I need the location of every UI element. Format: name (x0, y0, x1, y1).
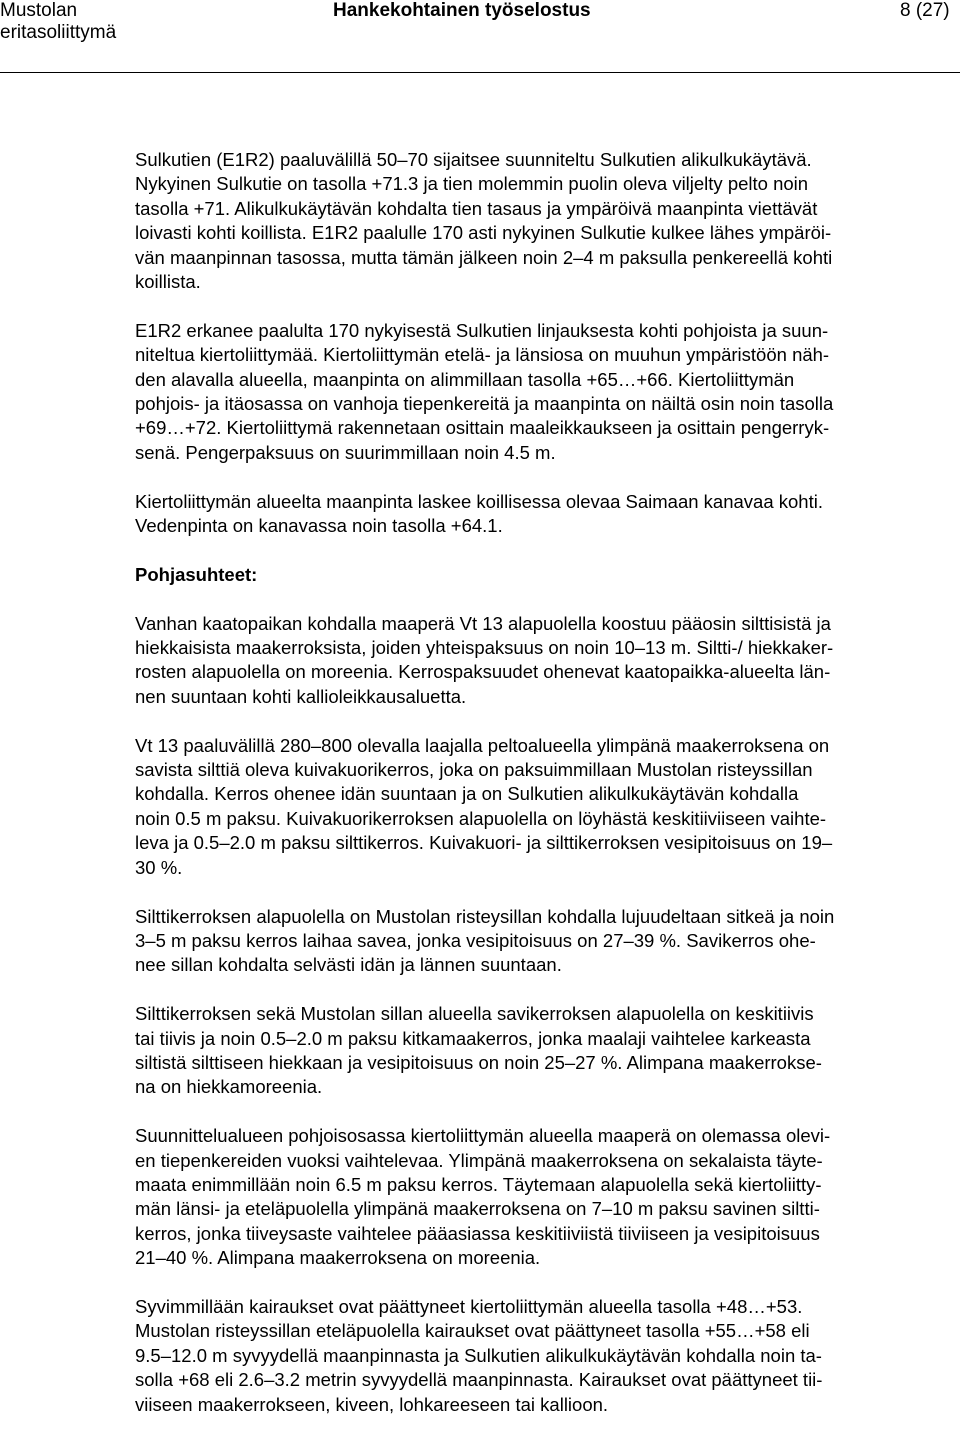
text-line: niteltua kiertoliittymää. Kiertoliittymän etelä- ja länsiosa on muuhun ympäristöön näh- (135, 344, 830, 366)
text-line: tasolla +71. Alikulkukäytävän kohdalta tien tasaus ja ympäröivä maanpinta viettävät (135, 197, 818, 219)
text-line: leva ja 0.5–2.0 m paksu silttikerros. Kuivakuori- ja silttikerroksen vesipitoisuus on 19– (135, 832, 833, 854)
header-divider (0, 72, 960, 73)
text-line: en tiepenkereiden vuoksi vaihtelevaa. Ylimpänä maakerroksena on sekalaista täyte- (135, 1149, 823, 1171)
text-line: hiekkaisista maakerroksista, joiden yhteispaksuus on noin 10–13 m. Siltti-/ hiekkaker- (135, 637, 834, 659)
text-line: siltistä silttiseen hiekkaan ja vesipitoisuus on noin 25–27 %. Alimpana maakerrokse- (135, 1051, 822, 1073)
text-line: senä. Pengerpaksuus on suurimmillaan noin 4.5 m. (135, 441, 556, 463)
text-line: den alavalla alueella, maanpinta on alimmillaan tasolla +65…+66. Kiertoliittymän (135, 368, 795, 390)
text-line: 9.5–12.0 m syvyydellä maanpinnasta ja Sulkutien alikulkukäytävän kohdalla noin ta- (135, 1344, 822, 1366)
text-line: E1R2 erkanee paalulta 170 nykyisestä Sulkutien linjauksesta kohti pohjoista ja suun- (135, 319, 829, 341)
paragraph-kiertoliittyma (135, 319, 955, 465)
text-line: Vanhan kaatopaikan kohdalla maaperä Vt 13 alapuolella koostuu pääosin silttisistä ja (135, 612, 831, 634)
text-line: Sulkutien (E1R2) paaluvälillä 50–70 sijaitsee suunniteltu Sulkutien alikulkukäytävä. (135, 149, 812, 170)
text-line: maata enimmillään noin 6.5 m paksu kerros. Täytemaan alapuolella sekä kiertoliitty- (135, 1173, 822, 1195)
text-line: vän maanpinnan tasossa, mutta tämän jälkeen noin 2–4 m paksulla penkereellä kohti (135, 246, 833, 268)
text-line: Kiertoliittymän alueelta maanpinta laskee koillisessa olevaa Saimaan kanavaa kohti. (135, 490, 823, 512)
text-line: Mustolan risteyssillan eteläpuolella kairaukset ovat päättyneet tasolla +55…+58 eli (135, 1320, 810, 1342)
text-line: nee sillan kohdalta selvästi idän ja lännen suuntaan. (135, 954, 562, 976)
header-project-line1: Mustolan (0, 0, 78, 21)
paragraph-kitkamaakerros (135, 1002, 955, 1100)
text-line: solla +68 eli 2.6–3.2 metrin syvyydellä maanpinnasta. Kairaukset ovat päättyneet tii- (135, 1369, 823, 1391)
text-line: Syvimmillään kairaukset ovat päättyneet kiertoliittymän alueella tasolla +48…+53. (135, 1295, 803, 1317)
text-line: +69…+72. Kiertoliittymä rakennetaan osittain maaleikkaukseen ja osittain pengerryk- (135, 417, 830, 439)
paragraph-savikerros (135, 905, 955, 978)
text-line: Vedenpinta on kanavassa noin tasolla +64.1. (135, 515, 503, 537)
paragraph-pohjoisosa (135, 1124, 955, 1270)
text-line: män länsi- ja eteläpuolella ylimpänä maakerroksena on 7–10 m paksu savinen siltti- (135, 1198, 820, 1220)
text-line: savista silttiä oleva kuivakuorikerros, joka on paksuimmillaan Mustolan risteyssillan (135, 759, 813, 781)
text-line: viiseen maakerrokseen, kiveen, lohkareeseen tai kallioon. (135, 1393, 609, 1415)
header-document-title: Hankekohtainen työselostus (333, 0, 591, 21)
section-heading-pohjasuhteet: Pohjasuhteet: (135, 563, 258, 585)
page-header (0, 0, 960, 48)
text-line: pohjois- ja itäosassa on vanhoja tiepenkereitä ja maanpinta on näiltä osin noin tasolla (135, 393, 834, 415)
document-body (135, 148, 955, 1441)
text-line: Suunnittelualueen pohjoisosassa kiertoliittymän alueella maaperä on olemassa olevi- (135, 1125, 831, 1147)
text-line: noin 0.5 m paksu. Kuivakuorikerroksen alapuolella on löyhästä keskitiiviiseen vaihte- (135, 807, 827, 829)
paragraph-kairaukset (135, 1295, 955, 1417)
paragraph-alikulkukaytava (135, 148, 955, 294)
paragraph-kaatopaikka (135, 612, 955, 710)
text-line: Silttikerroksen sekä Mustolan sillan alueella savikerroksen alapuolella on keskitiivis (135, 1003, 814, 1025)
text-line: Silttikerroksen alapuolella on Mustolan risteysillan kohdalla lujuudeltaan sitkeä ja noin (135, 905, 835, 927)
header-page-number: 8 (27) (900, 0, 950, 21)
text-line: kerros, jonka tiiveysaste vaihtelee pääasiassa keskitiiviistä tiiviiseen ja vesipitoisuus (135, 1222, 820, 1244)
text-line: tai tiivis ja noin 0.5–2.0 m paksu kitkamaakerros, jonka maalaji vaihtelee karkeasta (135, 1027, 811, 1049)
text-line: Vt 13 paaluvälillä 280–800 olevalla laajalla peltoalueella ylimpänä maakerroksena on (135, 734, 830, 756)
text-line: rosten alapuolella on moreenia. Kerrospaksuudet ohenevat kaatopaikka-alueelta län- (135, 661, 831, 683)
paragraph-vedenpinta (135, 490, 955, 539)
header-project-name (0, 0, 116, 44)
text-line: 3–5 m paksu kerros laihaa savea, jonka vesipitoisuus on 27–39 %. Savikerros ohe- (135, 929, 816, 951)
text-line: koillista. (135, 271, 201, 293)
text-line: 30 %. (135, 856, 183, 878)
header-project-line2: eritasoliittymä (0, 22, 117, 43)
text-line: na on hiekkamoreenia. (135, 1076, 323, 1098)
text-line: kohdalla. Kerros ohenee idän suuntaan ja on Sulkutien alikulkukäytävän kohdalla (135, 783, 799, 805)
text-line: Nykyinen Sulkutie on tasolla +71.3 ja tien molemmin puolin oleva viljelty pelto noin (135, 173, 809, 195)
text-line: loivasti kohti koillista. E1R2 paalulle 170 asti nykyinen Sulkutie kulkee lähes ympäröi- (135, 222, 832, 244)
text-line: 21–40 %. Alimpana maakerroksena on moreenia. (135, 1247, 541, 1269)
text-line: nen suuntaan kohti kallioleikkausaluetta. (135, 685, 467, 707)
paragraph-peltoalue (135, 734, 955, 880)
